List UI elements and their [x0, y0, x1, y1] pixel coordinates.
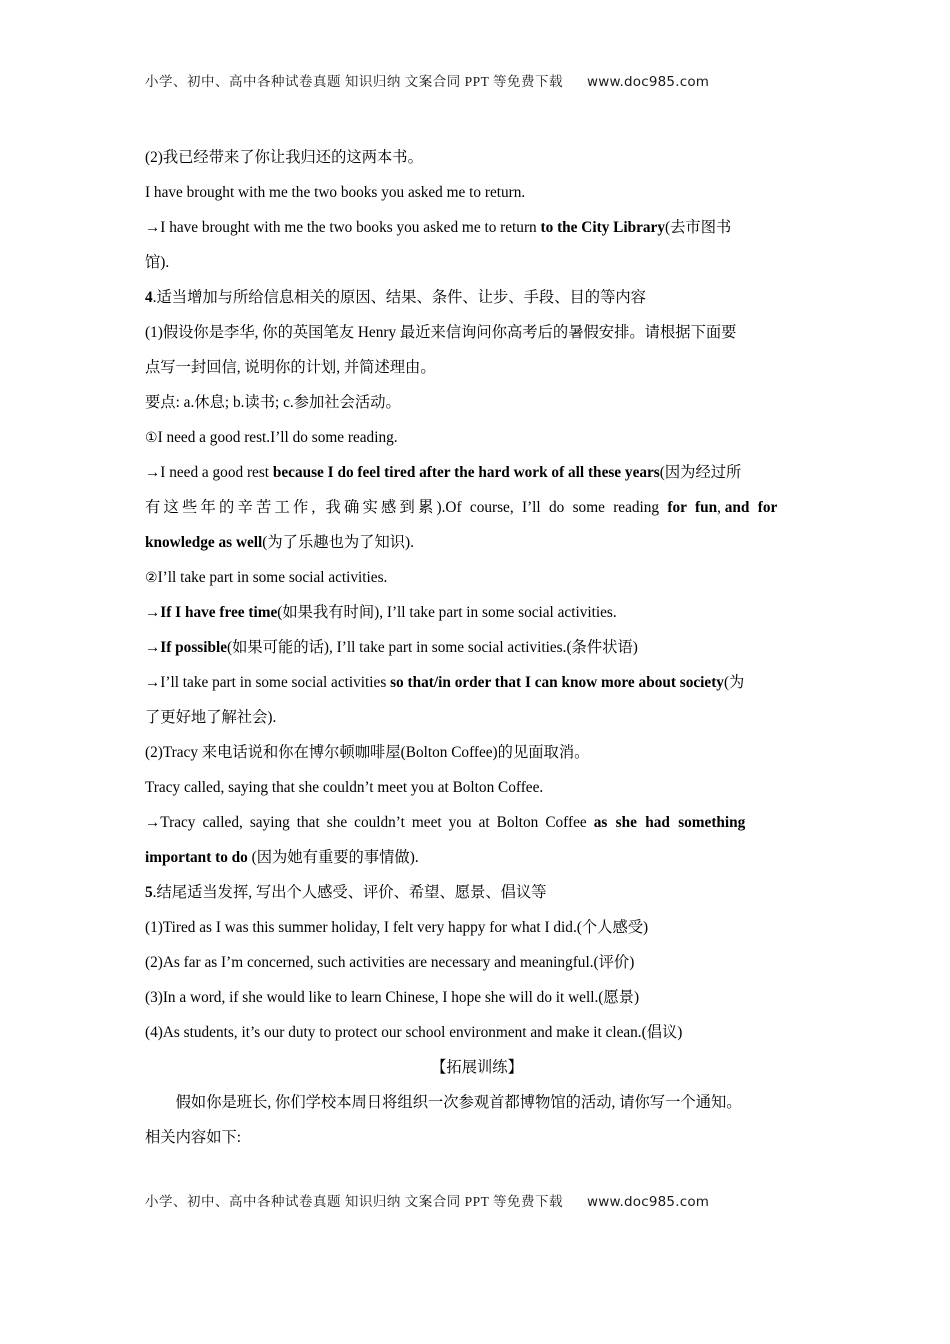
line-text: →I have brought with me the two books you asked me to return: [145, 219, 541, 236]
text-line: [145, 735, 809, 770]
line-text-bold: so that/in order that I can know more about society: [390, 674, 724, 691]
line-text: ,: [717, 499, 725, 516]
text-line: [145, 210, 809, 245]
text-line: [145, 805, 809, 840]
circled-number-2: ②: [145, 570, 158, 586]
text-line: [145, 1015, 809, 1050]
line-text: (为了乐趣也为了知识).: [262, 534, 414, 551]
text-line: [145, 595, 809, 630]
line-text: (如果可能的话), I’ll take part in some social activities.(条件状语): [227, 639, 638, 656]
header-site-url: www.doc985.com: [587, 74, 710, 90]
line-text: →: [145, 639, 161, 656]
text-line: [145, 455, 809, 490]
line-text: 点写一封回信, 说明你的计划, 并简述理由。: [145, 359, 436, 376]
line-text: (为: [723, 674, 745, 691]
section-number: 5: [145, 884, 153, 901]
line-text: (3)In a word, if she would like to learn Chinese, I hope she will do it well.(愿景): [145, 989, 640, 1006]
line-text: 有这些年的辛苦工作, 我确实感到累: [145, 499, 437, 516]
line-text: (因为她有重要的事情做).: [247, 849, 419, 866]
page-header-banner: [145, 70, 809, 90]
text-line: [145, 490, 809, 525]
line-text: (去市图书: [665, 219, 732, 236]
line-text: (1)假设你是李华, 你的英国笔友 Henry 最近来信询问你高考后的暑假安排。请根据下面要: [145, 324, 737, 341]
line-text: 馆).: [145, 254, 170, 271]
line-text-bold: because I do feel tired after the hard work of all these years: [272, 464, 660, 481]
line-text: ).Of course, I’ll do some reading: [436, 499, 668, 516]
page-footer-banner: [145, 1190, 809, 1210]
line-text: (因为经过所: [659, 464, 742, 481]
text-line: [145, 840, 809, 875]
line-text-bold: for fun: [667, 499, 718, 516]
line-text-bold: If possible: [160, 639, 228, 656]
section-number: 4: [145, 289, 153, 306]
line-text: 要点: a.休息; b.读书; c.参加社会活动。: [145, 394, 401, 411]
section-heading-4: [145, 280, 809, 315]
text-line: [145, 630, 809, 665]
text-line: [145, 1120, 809, 1155]
text-line: [145, 315, 809, 350]
text-line: [145, 1085, 809, 1120]
extension-training-heading: [145, 1050, 809, 1085]
line-text: (2)As far as I’m concerned, such activities are necessary and meaningful.(评价): [145, 954, 635, 971]
line-text-bold: as she had something: [593, 814, 746, 831]
text-line: [145, 700, 809, 735]
line-text: I’ll take part in some social activities.: [157, 569, 388, 586]
text-line: [145, 980, 809, 1015]
line-text: I have brought with me the two books you asked me to return.: [145, 184, 526, 201]
text-line: [145, 140, 809, 175]
line-text: →I need a good rest: [145, 464, 273, 481]
line-text: (4)As students, it’s our duty to protect our school environment and make it clean.(倡议): [145, 1024, 683, 1041]
text-line: [145, 525, 809, 560]
text-line: [145, 175, 809, 210]
line-text: →I’ll take part in some social activities: [145, 674, 391, 691]
line-text: 相关内容如下:: [145, 1129, 242, 1146]
line-text: I need a good rest.I’ll do some reading.: [157, 429, 398, 446]
section-title: .适当增加与所给信息相关的原因、结果、条件、让步、手段、目的等内容: [152, 289, 646, 306]
line-text-bold: knowledge as well: [145, 534, 263, 551]
text-line: [145, 945, 809, 980]
line-text-bold: and for: [724, 499, 778, 516]
line-text-bold: to the City Library: [540, 219, 665, 236]
footer-site-url: www.doc985.com: [587, 1194, 710, 1210]
line-text-bold: important to do: [145, 849, 248, 866]
line-text: (2)Tracy 来电话说和你在博尔顿咖啡屋(Bolton Coffee)的见面取消。: [145, 744, 590, 761]
line-text: (如果我有时间), I’ll take part in some social activities.: [277, 604, 617, 621]
text-line: [145, 350, 809, 385]
line-text: 了更好地了解社会).: [145, 709, 277, 726]
section-heading-5: [145, 875, 809, 910]
text-line: [145, 665, 809, 700]
text-line: [145, 420, 809, 455]
line-text: 假如你是班长, 你们学校本周日将组织一次参观首都博物馆的活动, 请你写一个通知。: [175, 1094, 742, 1111]
line-text-bold: If I have free time: [160, 604, 278, 621]
line-text: (2)我已经带来了你让我归还的这两本书。: [145, 149, 423, 166]
line-text: (1)Tired as I was this summer holiday, I felt very happy for what I did.(个人感受): [145, 919, 649, 936]
line-text: →Tracy called, saying that she couldn’t meet you at Bolton Coffee: [145, 814, 594, 831]
document-body: [145, 140, 809, 1155]
text-line: [145, 385, 809, 420]
text-line: [145, 910, 809, 945]
text-line: [145, 245, 809, 280]
line-text: Tracy called, saying that she couldn’t meet you at Bolton Coffee.: [145, 779, 544, 796]
section-title: .结尾适当发挥, 写出个人感受、评价、希望、愿景、倡议等: [152, 884, 547, 901]
footer-promo-text: 小学、初中、高中各种试卷真题 知识归纳 文案合同 PPT 等免费下载: [145, 1194, 564, 1209]
heading-text: 【拓展训练】: [431, 1059, 523, 1076]
circled-number-1: ①: [145, 430, 158, 446]
text-line: [145, 560, 809, 595]
header-promo-text: 小学、初中、高中各种试卷真题 知识归纳 文案合同 PPT 等免费下载: [145, 74, 564, 89]
line-text: →: [145, 604, 161, 621]
text-line: [145, 770, 809, 805]
